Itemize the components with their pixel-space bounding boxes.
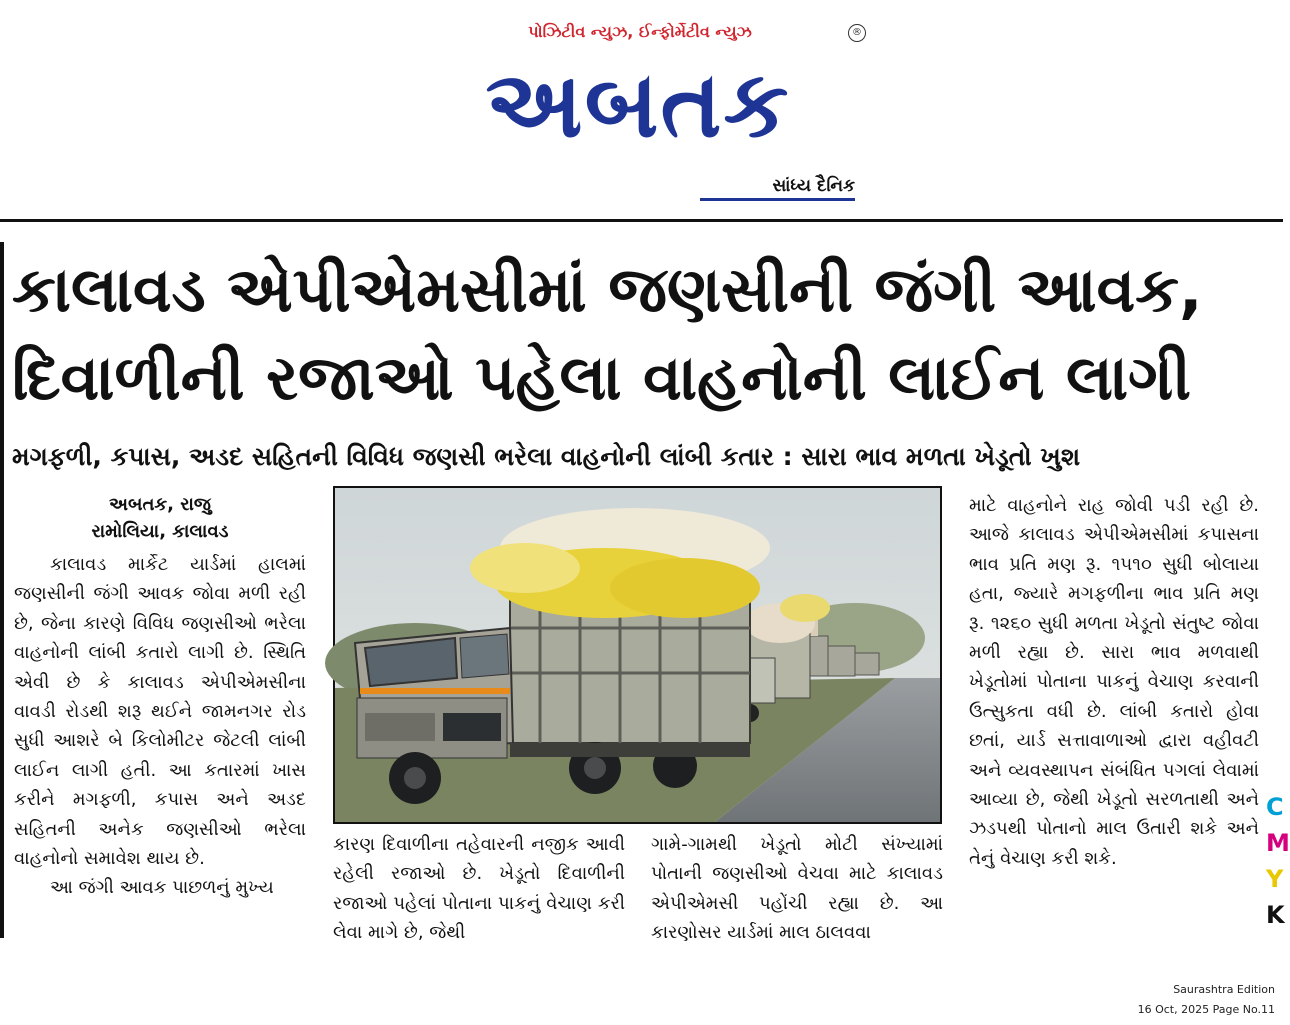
masthead-logo: અબતક (485, 51, 791, 158)
masthead-tagline: પોઝિટીવ ન્યુઝ, ઈન્ફોર્મેટીવ ન્યુઝ (528, 22, 752, 41)
cmyk-black-mark: K (1266, 901, 1285, 929)
byline-line-2: રામોલિયા, કાલાવડ (91, 521, 229, 542)
article-column-3: ગામે-ગામથી ખેડૂતો મોટી સંખ્યામાં પોતાની જણસીઓ વેચવા માટે કાલાવડ એપીએમસી પહોંચી રહ્યા છે. આ કારણોસર યાર્ડમાં માલ ઠાલવવા (651, 834, 943, 944)
column-1-paragraph-1: કાલાવડ માર્કેટ યાર્ડમાં હાલમાં જણસીની જંગી આવક જોવા મળી રહી છે, જેના કારણે વિવિધ જણસીઓ ભરેલા વાહનોની લાંબી કતારો લાગી છે. સ્થિતિ એવી છે કે કાલાવડ એપીએમસીના વાવડી રોડથી શરૂ થઈને જામનગર રોડ સુધી આશરે બે કિલોમીટર જેટલી લાંબી લાઈન લાગી હતી. આ કતારમાં ખાસ કરીને મગફળી, કપાસ અને અડદ સહિતની અનેક જણસીઓ ભરેલા વાહનોનો સમાવેશ થાય છે. (14, 554, 306, 870)
masthead-subtitle: સાંધ્ય દૈનિક (700, 176, 855, 201)
cmyk-cyan-mark: C (1266, 793, 1284, 821)
headline-line-2: દિવાળીની રજાઓ પહેલા વાહનોની લાઈન લાગી (12, 341, 1192, 414)
article-column-2: કારણ દિવાળીના તહેવારની નજીક આવી રહેલી રજાઓ છે. ખેડૂતો દિવાળીની રજાઓ પહેલાં પોતાના પાકનું વેચાણ કરી લેવા માગે છે, જેથી (333, 834, 625, 944)
page-footer (1138, 980, 1275, 1020)
byline (14, 491, 306, 545)
registered-mark: ® (848, 24, 866, 42)
cmyk-magenta-mark: M (1266, 829, 1290, 857)
article-side-bar (0, 242, 4, 938)
footer-date-page: 16 Oct, 2025 Page No.11 (1137, 1003, 1275, 1016)
article-column-1 (14, 550, 306, 948)
subheadline: મગફળી, કપાસ, અડદ સહિતની વિવિધ જણસી ભરેલા વાહનોની લાંબી કતાર : સારા ભાવ મળતા ખેડૂતો ખુશ (12, 442, 1081, 471)
cmyk-yellow-mark: Y (1266, 865, 1284, 893)
byline-line-1: અબતક, રાજુ (109, 494, 211, 515)
column-1-paragraph-2: આ જંગી આવક પાછળનું મુખ્ય (50, 877, 274, 899)
footer-edition: Saurashtra Edition (1173, 983, 1275, 996)
masthead-divider (0, 219, 1283, 222)
article-photo (333, 486, 942, 824)
headline-line-1: કાલાવડ એપીએમસીમાં જણસીની જંગી આવક, (12, 253, 1203, 326)
article-column-4: માટે વાહનોને રાહ જોવી પડી રહી છે. આજે કાલાવડ એપીએમસીમાં કપાસના ભાવ પ્રતિ મણ રૂ. ૧૫૧૦ સુધી બોલાયા હતા, જ્યારે મગફળીના ભાવ પ્રતિ મણ રૂ. ૧૨૬૦ સુધી મળતા ખેડૂતો સંતુષ્ટ જોવા મળી રહ્યા છે. સારા ભાવ મળવાથી ખેડૂતોમાં પોતાના પાકનું વેચાણ કરવાની ઉત્સુકતા વધી છે. લાંબી કતારો હોવા છતાં, યાર્ડ સત્તાવાળાઓ દ્વારા વહીવટી અને વ્યવસ્થાપન સંબંધિત પગલાં લેવામાં આવ્યા છે, જેથી ખેડૂતો સરળતાથી અને ઝડપથી પોતાનો માલ ઉતારી શકે અને તેનું વેચાણ કરી શકે. (969, 495, 1259, 869)
